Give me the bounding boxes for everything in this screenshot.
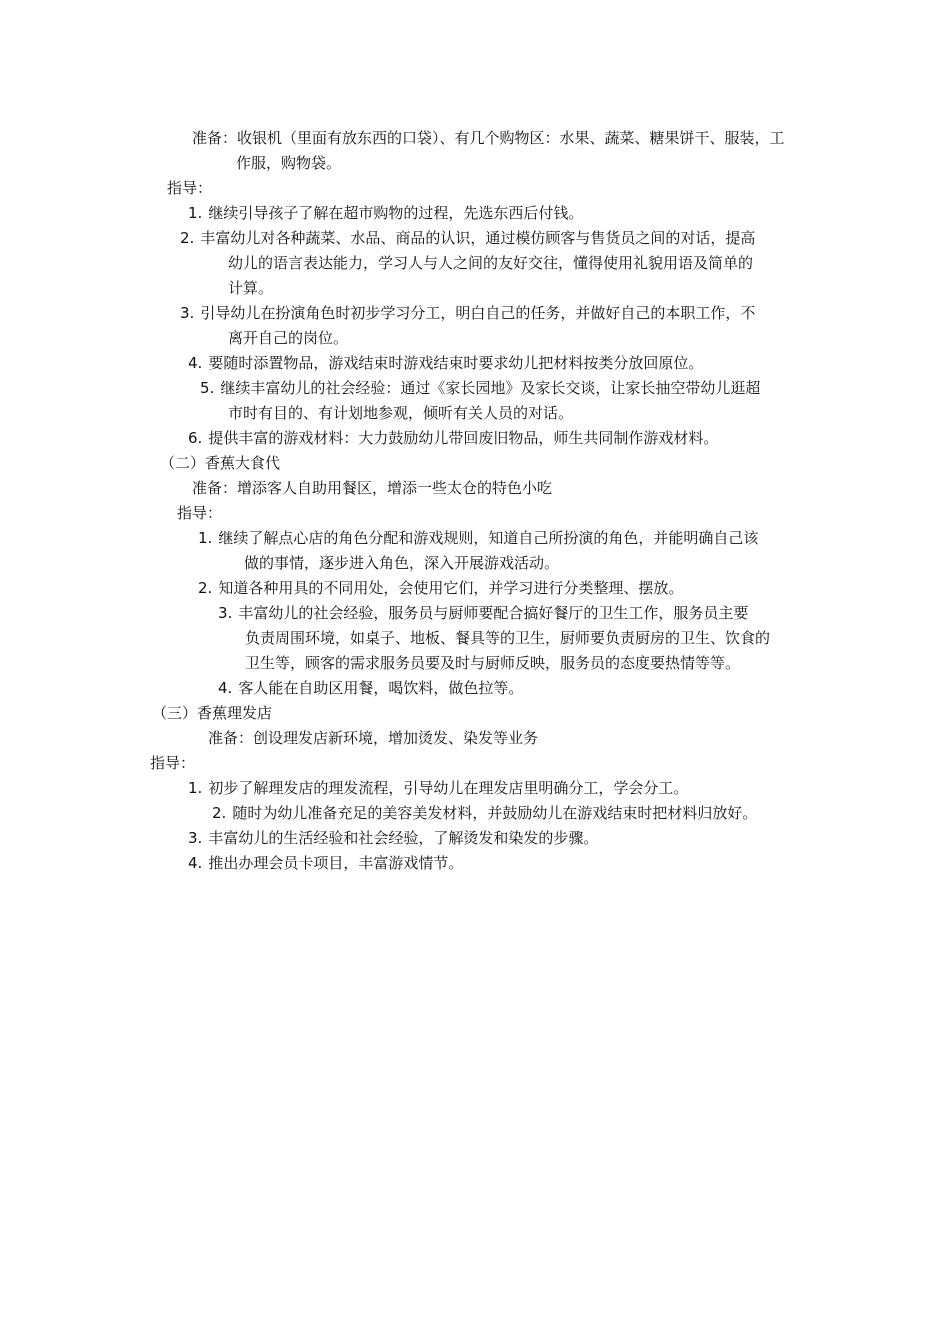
item-text: 继续了解点心店的角色分配和游戏规则，知道自己所扮演的角色，并能明确自己该 (218, 529, 759, 547)
item-text-continued: 离开自己的岗位。 (228, 329, 349, 347)
item-text-continued: 市时有目的、有计划地参观，倾听有关人员的对话。 (228, 404, 574, 422)
list-item (188, 778, 688, 798)
list-item (180, 303, 755, 323)
item-number: 1. (198, 529, 213, 547)
item-text: 要随时添置物品，游戏结束时游戏结束时要求幼儿把材料按类分放回原位。 (208, 354, 704, 372)
item-text-continued: 卫生等，顾客的需求服务员要及时与厨师反映，服务员的态度要热情等等。 (245, 654, 741, 672)
list-item (188, 828, 598, 848)
list-item (188, 428, 718, 448)
guide-label: 指导： (167, 179, 213, 197)
section-heading: （二）香蕉大食代 (160, 454, 281, 472)
item-number: 2. (212, 804, 227, 822)
item-text: 推出办理会员卡项目，丰富游戏情节。 (208, 854, 464, 872)
guide-label: 指导： (177, 504, 223, 522)
item-text-continued: 做的事情，逐步进入角色，深入开展游戏活动。 (244, 554, 560, 572)
list-item (218, 603, 748, 623)
item-number: 2. (198, 579, 213, 597)
item-number: 4. (218, 679, 233, 697)
list-item (180, 228, 755, 248)
item-text-continued: 负责周围环境，如桌子、地板、餐具等的卫生，厨师要负责厨房的卫生、饮食的 (245, 629, 771, 647)
item-text: 丰富幼儿对各种蔬菜、水品、商品的认识，通过模仿顾客与售货员之间的对话，提高 (200, 229, 756, 247)
item-text-continued: 幼儿的语言表达能力，学习人与人之间的友好交往，懂得使用礼貌用语及简单的 (228, 254, 754, 272)
item-text: 继续丰富幼儿的社会经验：通过《家长园地》及家长交谈，让家长抽空带幼儿逛超 (220, 379, 761, 397)
item-number: 3. (180, 304, 195, 322)
item-text: 客人能在自助区用餐，喝饮料，做色拉等。 (238, 679, 524, 697)
list-item (188, 203, 583, 223)
guide-label: 指导： (150, 754, 196, 772)
item-number: 4. (188, 854, 203, 872)
item-number: 3. (188, 829, 203, 847)
item-number: 2. (180, 229, 195, 247)
item-text-continued: 计算。 (228, 279, 274, 297)
item-number: 1. (188, 779, 203, 797)
list-item (198, 578, 683, 598)
prep-line: 准备：增添客人自助用餐区，增添一些太仓的特色小吃 (192, 479, 553, 497)
list-item (198, 528, 758, 548)
item-number: 1. (188, 204, 203, 222)
prep-line: 准备：创设理发店新环境，增加烫发、染发等业务 (208, 729, 539, 747)
item-text: 知道各种用具的不同用处，会使用它们，并学习进行分类整理、摆放。 (218, 579, 684, 597)
item-text: 丰富幼儿的社会经验，服务员与厨师要配合搞好餐厅的卫生工作，服务员主要 (238, 604, 749, 622)
item-text: 提供丰富的游戏材料：大力鼓励幼儿带回废旧物品，师生共同制作游戏材料。 (208, 429, 719, 447)
item-text: 初步了解理发店的理发流程，引导幼儿在理发店里明确分工，学会分工。 (208, 779, 689, 797)
item-text: 引导幼儿在扮演角色时初步学习分工，明白自己的任务，并做好自己的本职工作，不 (200, 304, 756, 322)
item-number: 5. (200, 379, 215, 397)
item-text: 继续引导孩子了解在超市购物的过程，先选东西后付钱。 (208, 204, 584, 222)
section-heading: （三）香蕉理发店 (152, 704, 273, 722)
item-number: 4. (188, 354, 203, 372)
list-item (188, 353, 703, 373)
prep-line: 作服，购物袋。 (236, 154, 342, 172)
list-item (212, 803, 757, 823)
item-number: 3. (218, 604, 233, 622)
item-number: 6. (188, 429, 203, 447)
item-text: 丰富幼儿的生活经验和社会经验，了解烫发和染发的步骤。 (208, 829, 599, 847)
list-item (200, 378, 760, 398)
prep-line: 准备：收银机（里面有放东西的口袋）、有几个购物区：水果、蔬菜、糖果饼干、服装，工 (192, 129, 785, 147)
list-item (218, 678, 523, 698)
list-item (188, 853, 463, 873)
item-text: 随时为幼儿准备充足的美容美发材料，并鼓励幼儿在游戏结束时把材料归放好。 (232, 804, 758, 822)
